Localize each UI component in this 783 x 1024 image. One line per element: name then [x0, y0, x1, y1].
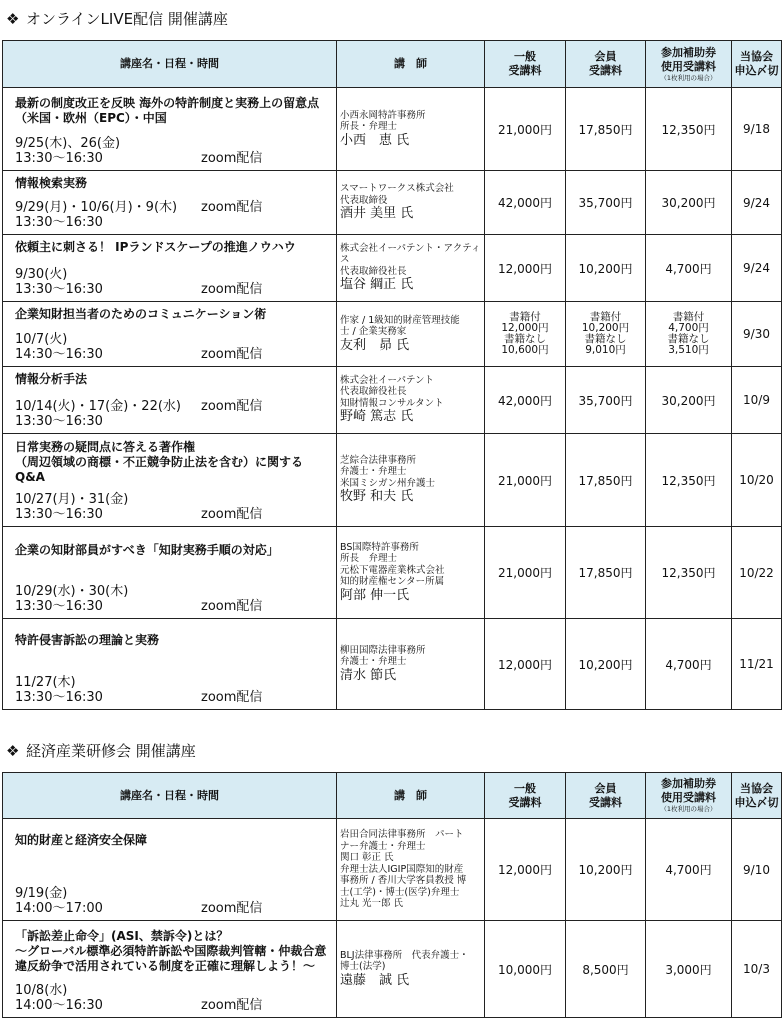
- general-fee: 書籍付 12,000円 書籍なし 10,600円: [485, 302, 566, 367]
- instructor-cell: 株式会社イーパテント 代表取締役社長 知財情報コンサルタント 野崎 篤志 氏: [337, 367, 485, 434]
- course-date: 10/27(月)・31(金) 13:30～16:30: [15, 492, 129, 522]
- deadline: 9/18: [732, 88, 782, 171]
- general-fee: 12,000円: [485, 619, 566, 710]
- instructor-cell: 作家 / 1級知的財産管理技能 士 / 企業実務家 友利 昴 氏: [337, 302, 485, 367]
- member-fee: 35,700円: [566, 367, 646, 434]
- table-header-row: [3, 41, 782, 88]
- deadline: 10/22: [732, 527, 782, 619]
- course-cell: [3, 235, 337, 302]
- course-title: 企業知財担当者のためのコミュニケーション術: [15, 307, 267, 321]
- subsidy-fee: 4,700円: [646, 819, 732, 921]
- member-fee: 35,700円: [566, 171, 646, 235]
- course-date: 9/30(火) 13:30～16:30: [15, 267, 103, 297]
- deadline: 9/10: [732, 819, 782, 921]
- course-cell: [3, 367, 337, 434]
- course-title: 特許侵害訴訟の理論と実務: [15, 633, 160, 647]
- course-cell: [3, 88, 337, 171]
- table-row: [3, 302, 782, 367]
- deadline: 10/20: [732, 434, 782, 527]
- general-fee: 21,000円: [485, 434, 566, 527]
- course-cell: [3, 619, 337, 710]
- table-row: [3, 235, 782, 302]
- zoom-label: zoom配信: [201, 599, 263, 614]
- course-title: 最新の制度改正を反映 海外の特許制度と実務上の留意点 （米国・欧州（EPC）・中国: [15, 96, 320, 125]
- course-cell: [3, 527, 337, 619]
- subsidy-fee: 4,700円: [646, 619, 732, 710]
- instructor-name: 小西 恵 氏: [340, 132, 410, 148]
- course-title: 情報分析手法: [15, 372, 88, 386]
- zoom-label: zoom配信: [201, 998, 263, 1013]
- header-deadline: 当協会 申込〆切: [732, 773, 782, 819]
- course-title: 依頼主に刺さる！ IPランドスケープの推進ノウハウ: [15, 240, 296, 254]
- instructor-name: 友利 昴 氏: [340, 337, 410, 353]
- course-date: 11/27(木) 13:30～16:30: [15, 675, 103, 705]
- subsidy-fee: 30,200円: [646, 171, 732, 235]
- zoom-label: zoom配信: [201, 901, 263, 916]
- deadline: 10/3: [732, 921, 782, 1018]
- header-deadline: 当協会 申込〆切: [732, 41, 782, 88]
- deadline: 9/24: [732, 235, 782, 302]
- instructor-cell: 株式会社イーパテント・アクティ ス 代表取締役社長 塩谷 綱正 氏: [337, 235, 485, 302]
- header-course: 講座名・日程・時間: [3, 41, 337, 88]
- subsidy-note: （1枚利用の場合）: [660, 73, 717, 82]
- economic-courses-table: [2, 772, 782, 1018]
- zoom-label: zoom配信: [201, 151, 263, 166]
- diamond-bullet-icon: ❖: [6, 742, 20, 760]
- general-fee: 12,000円: [485, 235, 566, 302]
- course-cell: [3, 819, 337, 921]
- subsidy-fee: 12,350円: [646, 88, 732, 171]
- course-cell: [3, 171, 337, 235]
- course-title: 日常実務の疑問点に答える著作権 （周辺領域の商標・不正競争防止法を含む）に関するQ&A: [15, 440, 304, 484]
- member-fee: 17,850円: [566, 434, 646, 527]
- header-subsidy-fee: 参加補助券 使用受講料 （1枚利用の場合）: [646, 41, 732, 88]
- section-title-text: 経済産業研修会 開催講座: [26, 742, 196, 760]
- instructor-name: 遠藤 誠 氏: [340, 972, 410, 988]
- deadline: 10/9: [732, 367, 782, 434]
- section-title-text: オンラインLIVE配信 開催講座: [26, 10, 228, 28]
- table-row: [3, 819, 782, 921]
- table-row: [3, 527, 782, 619]
- section-title-online: [6, 9, 228, 29]
- member-fee: 10,200円: [566, 619, 646, 710]
- course-cell: [3, 302, 337, 367]
- general-fee: 42,000円: [485, 171, 566, 235]
- course-title: 知的財産と経済安全保障: [15, 833, 148, 847]
- course-date: 10/8(水) 14:00～16:30: [15, 983, 103, 1013]
- instructor-cell: 岩田合同法律事務所 パート ナー弁護士・弁理士 関口 彰正 氏 弁理士法人IGIP国際知的財産 事務所 / 香川大学客員教授 博 士(工学)・博士(医学)弁理士 辻丸 光一郎 氏: [337, 819, 485, 921]
- general-fee: 21,000円: [485, 88, 566, 171]
- course-date: 9/29(月)・10/6(月)・9(木) 13:30～16:30: [15, 200, 178, 230]
- instructor-name: 牧野 和夫 氏: [340, 489, 414, 505]
- diamond-bullet-icon: ❖: [6, 10, 20, 28]
- member-fee: 10,200円: [566, 235, 646, 302]
- instructor-name: 野崎 篤志 氏: [340, 409, 414, 425]
- header-instructor: 講 師: [337, 41, 485, 88]
- header-subsidy-fee: 参加補助券 使用受講料 （1枚利用の場合）: [646, 773, 732, 819]
- zoom-label: zoom配信: [201, 690, 263, 705]
- instructor-cell: 小西永岡特許事務所 所長・弁理士 小西 恵 氏: [337, 88, 485, 171]
- deadline: 9/24: [732, 171, 782, 235]
- general-fee: 10,000円: [485, 921, 566, 1018]
- course-date: 10/14(火)・17(金)・22(水) 13:30～16:30: [15, 399, 181, 429]
- course-title: 企業の知財部員がすべき「知財実務手順の対応」: [15, 543, 279, 557]
- course-date: 9/25(木)、26(金) 13:30～16:30: [15, 136, 121, 166]
- instructor-cell: 芝綜合法律事務所 弁護士・弁理士 米国ミシガン州弁護士 牧野 和夫 氏: [337, 434, 485, 527]
- online-courses-table: [2, 40, 782, 710]
- subsidy-fee: 書籍付 4,700円 書籍なし 3,510円: [646, 302, 732, 367]
- header-member-fee: 会員 受講料: [566, 773, 646, 819]
- course-date: 10/29(水)・30(木) 13:30～16:30: [15, 584, 129, 614]
- instructor-name: 酒井 美里 氏: [340, 206, 414, 221]
- subsidy-fee: 3,000円: [646, 921, 732, 1018]
- general-fee: 21,000円: [485, 527, 566, 619]
- course-title: 情報検索実務: [15, 176, 88, 190]
- zoom-label: zoom配信: [201, 282, 263, 297]
- table-row: [3, 619, 782, 710]
- course-date: 9/19(金) 14:00～17:00: [15, 886, 103, 916]
- section-title-economic: [6, 741, 196, 761]
- zoom-label: zoom配信: [201, 399, 263, 414]
- general-fee: 42,000円: [485, 367, 566, 434]
- zoom-label: zoom配信: [201, 200, 263, 215]
- member-fee: 17,850円: [566, 527, 646, 619]
- header-instructor: 講 師: [337, 773, 485, 819]
- header-general-fee: 一般 受講料: [485, 773, 566, 819]
- course-date: 10/7(火) 14:30～16:30: [15, 332, 103, 362]
- member-fee: 書籍付 10,200円 書籍なし 9,010円: [566, 302, 646, 367]
- instructor-cell: BLJ法律事務所 代表弁護士・ 博士(法学) 遠藤 誠 氏: [337, 921, 485, 1018]
- table-row: [3, 171, 782, 235]
- course-title: 「訴訟差止命令」(ASI、禁訴令)とは？ ～グローバル標準必須特許訴訟や国際裁判管轄・仲裁合意 違反紛争で活用されている制度を正確に理解しよう！～: [15, 929, 327, 973]
- instructor-name: 阿部 伸一氏: [340, 587, 410, 603]
- instructor-name: 塩谷 綱正 氏: [340, 277, 414, 293]
- member-fee: 17,850円: [566, 88, 646, 171]
- table-row: [3, 921, 782, 1018]
- header-member-fee: 会員 受講料: [566, 41, 646, 88]
- deadline: 11/21: [732, 619, 782, 710]
- subsidy-fee: 30,200円: [646, 367, 732, 434]
- header-general-fee: 一般 受講料: [485, 41, 566, 88]
- instructor-cell: BS国際特許事務所 所長 弁理士 元松下電器産業株式会社 知的財産権センター所属 阿部 伸一氏: [337, 527, 485, 619]
- table-header-row: [3, 773, 782, 819]
- table-row: [3, 367, 782, 434]
- table-row: [3, 434, 782, 527]
- subsidy-fee: 12,350円: [646, 527, 732, 619]
- course-cell: [3, 434, 337, 527]
- header-course: 講座名・日程・時間: [3, 773, 337, 819]
- general-fee: 12,000円: [485, 819, 566, 921]
- instructor-name: 清水 節氏: [340, 667, 397, 683]
- subsidy-note: （1枚利用の場合）: [660, 805, 717, 813]
- subsidy-fee: 12,350円: [646, 434, 732, 527]
- course-cell: [3, 921, 337, 1018]
- member-fee: 10,200円: [566, 819, 646, 921]
- table-row: [3, 88, 782, 171]
- deadline: 9/30: [732, 302, 782, 367]
- instructor-cell: スマートワークス株式会社 代表取締役 酒井 美里 氏: [337, 171, 485, 235]
- zoom-label: zoom配信: [201, 347, 263, 362]
- subsidy-fee: 4,700円: [646, 235, 732, 302]
- zoom-label: zoom配信: [201, 507, 263, 522]
- instructor-cell: 柳田国際法律事務所 弁護士・弁理士 清水 節氏: [337, 619, 485, 710]
- member-fee: 8,500円: [566, 921, 646, 1018]
